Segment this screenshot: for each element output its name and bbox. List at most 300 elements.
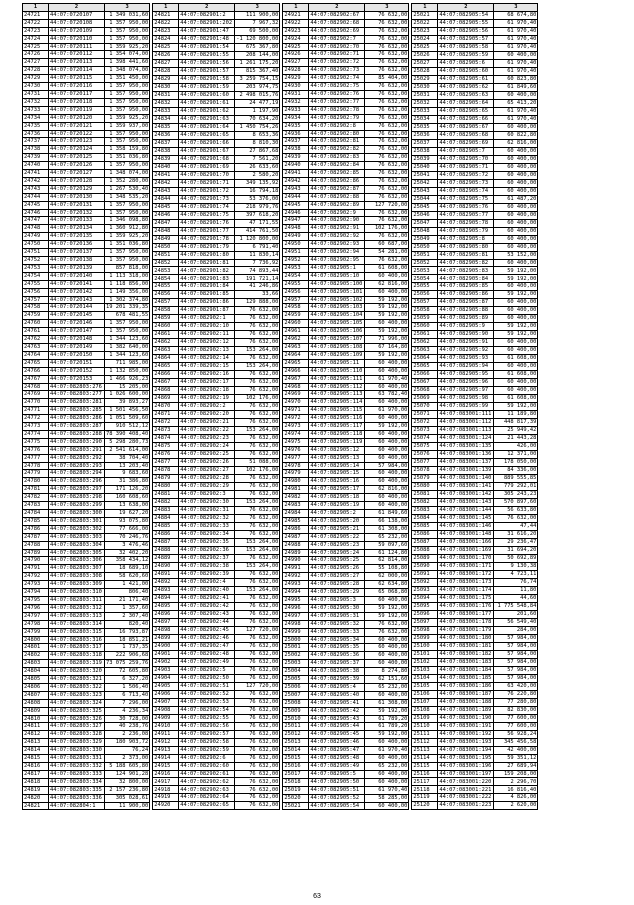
cadastral-number: 44:07:083001:136	[438, 451, 494, 459]
table-row	[153, 251, 280, 259]
row-number: 25025	[412, 43, 438, 51]
column-header-2: 2	[309, 4, 365, 12]
amount-value: 57 984,00	[494, 666, 538, 674]
amount-value: 570 897,60	[494, 499, 538, 507]
cadastral-number: 44:07:082803:294	[49, 470, 105, 478]
cadastral-number: 44:07:083001:179	[438, 626, 494, 634]
row-number: 24734	[23, 114, 49, 122]
row-number: 24981	[283, 486, 309, 494]
table-row	[283, 43, 409, 51]
table-row	[23, 628, 150, 636]
row-number: 24967	[283, 375, 309, 383]
row-number: 24754	[23, 272, 49, 280]
amount-value: 61 970,40	[365, 375, 409, 383]
amount-value: 27 689,94	[494, 762, 538, 770]
row-number: 25095	[412, 602, 438, 610]
amount-value: 60 400,00	[494, 203, 538, 211]
amount-value: 4 826,00	[494, 794, 538, 802]
amount-value: 153 264,00	[235, 427, 280, 435]
amount-value: 153 264,00	[235, 546, 280, 554]
amount-value: 61 970,00	[365, 407, 409, 415]
table-row	[23, 399, 150, 407]
row-number: 24852	[153, 259, 179, 267]
amount-value: 76 632,00	[235, 530, 280, 538]
cadastral-number: 44:07:082905:32	[309, 620, 365, 628]
table-row	[283, 589, 409, 597]
amount-value: 1 357 950,00	[105, 98, 150, 106]
cadastral-number: 44:07:082905:23	[309, 541, 365, 549]
cadastral-number: 44:07:082905:110	[309, 367, 365, 375]
cadastral-number: 44:07:083001:111	[438, 411, 494, 419]
cadastral-number: 44:07:083001:181	[438, 642, 494, 650]
amount-value: 124 901,28	[105, 770, 150, 778]
amount-value: 76 632,00	[365, 154, 409, 162]
row-number: 25010	[283, 715, 309, 723]
row-number: 24802	[23, 652, 49, 660]
amount-value: 76 632,00	[235, 507, 280, 515]
row-number: 25018	[283, 778, 309, 786]
row-number: 24966	[283, 367, 309, 375]
table-row	[153, 483, 280, 491]
amount-value: 178 050,00	[494, 459, 538, 467]
row-number: 25013	[283, 739, 309, 747]
row-number: 24927	[283, 59, 309, 67]
table-row	[412, 211, 538, 219]
cadastral-number: 44:07:082902:58	[179, 738, 235, 746]
row-number: 25021	[283, 802, 309, 810]
row-number: 24867	[153, 379, 179, 387]
cadastral-number: 44:07:082905:1	[309, 264, 365, 272]
row-number: 24792	[23, 573, 49, 581]
cadastral-number: 44:07:082901:66	[179, 139, 235, 147]
table-row	[23, 209, 150, 217]
table-row	[23, 185, 150, 193]
cadastral-number: 44:07:082905:97	[438, 387, 494, 395]
amount-value: 11 189,80	[494, 411, 538, 419]
amount-value: 59 192,00	[494, 403, 538, 411]
row-number: 24829	[153, 75, 179, 83]
cadastral-number: 44:07:082803:328	[49, 731, 105, 739]
amount-value: 59 192,00	[365, 731, 409, 739]
amount-value: 76 632,00	[235, 754, 280, 762]
row-number: 25088	[412, 546, 438, 554]
table-row	[412, 179, 538, 187]
row-number: 25036	[412, 131, 438, 139]
amount-value: 7 296,00	[105, 699, 150, 707]
row-number: 24781	[23, 486, 49, 494]
table-row	[412, 507, 538, 515]
amount-value: 54 281,00	[365, 249, 409, 257]
amount-value: 76 632,00	[235, 379, 280, 387]
amount-value: 39 893,27	[105, 399, 150, 407]
row-number: 24743	[23, 185, 49, 193]
amount-value: 8 653,36	[235, 131, 280, 139]
amount-value: 76 632,00	[365, 59, 409, 67]
table-row	[153, 738, 280, 746]
table-row	[412, 618, 538, 626]
row-number: 24906	[153, 690, 179, 698]
cadastral-number: 44:07:082905:75	[438, 195, 494, 203]
table-row	[412, 363, 538, 371]
row-number: 24736	[23, 130, 49, 138]
row-number: 25074	[412, 435, 438, 443]
table-row	[23, 272, 150, 280]
cadastral-number: 44:07:082905:48	[309, 755, 365, 763]
cadastral-number: 44:07:082901:77	[179, 227, 235, 235]
row-number: 25002	[283, 652, 309, 660]
cadastral-number: 44:07:082902:36	[179, 546, 235, 554]
row-number: 25053	[412, 267, 438, 275]
table-row	[283, 794, 409, 802]
row-number: 24791	[23, 565, 49, 573]
row-number: 25082	[412, 499, 438, 507]
amount-value: 76 632,00	[365, 122, 409, 130]
table-row	[153, 530, 280, 538]
row-number: 24923	[283, 27, 309, 35]
table-row	[412, 451, 538, 459]
cadastral-number: 44:07:082902:37	[179, 554, 235, 562]
table-row	[153, 99, 280, 107]
row-number: 24922	[283, 19, 309, 27]
table-row	[412, 203, 538, 211]
amount-value: 42 400,00	[494, 746, 538, 754]
amount-value: 59 192,00	[494, 323, 538, 331]
row-number: 24786	[23, 525, 49, 533]
row-number: 24728	[23, 67, 49, 75]
amount-value: 59 192,00	[365, 604, 409, 612]
row-number: 24770	[23, 399, 49, 407]
cadastral-number: 44:07:082905:59	[438, 51, 494, 59]
amount-value: 397 618,20	[235, 211, 280, 219]
amount-value: 60 400,00	[365, 802, 409, 810]
table-row	[23, 296, 150, 304]
table-row	[283, 114, 409, 122]
table-row	[153, 467, 280, 475]
amount-value: 76 632,00	[365, 98, 409, 106]
row-number: 24930	[283, 83, 309, 91]
table-row	[412, 722, 538, 730]
table-row	[23, 747, 150, 755]
amount-value: 19 627,20	[105, 510, 150, 518]
row-number: 25105	[412, 682, 438, 690]
row-number: 24945	[283, 201, 309, 209]
table-row	[412, 602, 538, 610]
amount-value: 25 949,42	[494, 427, 538, 435]
table-row	[283, 391, 409, 399]
cadastral-number: 44:07:083001:190	[438, 714, 494, 722]
table-row	[23, 549, 150, 557]
table-row	[412, 714, 538, 722]
amount-value: 7 967,32	[235, 19, 280, 27]
amount-value: 59 192,00	[365, 296, 409, 304]
table-row	[283, 343, 409, 351]
row-number: 24760	[23, 320, 49, 328]
table-row	[412, 698, 538, 706]
cadastral-number: 44:07:082902:46	[179, 634, 235, 642]
row-number: 24991	[283, 565, 309, 573]
table-row	[23, 90, 150, 98]
cadastral-number: 44:07:082901:57	[179, 67, 235, 75]
row-number: 24849	[153, 235, 179, 243]
table-row	[153, 75, 280, 83]
table-row	[153, 411, 280, 419]
cadastral-number: 44:07:083001:144	[438, 507, 494, 515]
amount-value: 53 152,00	[494, 251, 538, 259]
cadastral-number: 44:07:082902:1	[179, 315, 235, 323]
amount-value: 76 632,00	[235, 746, 280, 754]
amount-value: 76 632,00	[235, 594, 280, 602]
cadastral-number: 44:07:082803:308	[49, 573, 105, 581]
amount-value: 6 713,40	[105, 691, 150, 699]
amount-value: 1 357 950,00	[105, 90, 150, 98]
amount-value: 76 632,00	[235, 770, 280, 778]
amount-value: 63 420,00	[494, 682, 538, 690]
amount-value: 47 171,55	[235, 219, 280, 227]
row-number: 25041	[412, 171, 438, 179]
cadastral-number: 44:07:082905:3	[309, 596, 365, 604]
cadastral-number: 44:07:082902:19	[179, 395, 235, 403]
amount-value: 5 298 280,73	[105, 438, 150, 446]
table-row	[23, 462, 150, 470]
cadastral-number: 44:07:082905:6	[438, 59, 494, 67]
row-number: 24820	[23, 794, 49, 802]
table-row	[412, 307, 538, 315]
row-number: 25027	[412, 59, 438, 67]
table-header-row	[412, 4, 538, 12]
amount-value: 21 171,40	[105, 596, 150, 604]
cadastral-number: 44:07:0720118	[49, 98, 105, 106]
table-row	[283, 668, 409, 676]
row-number: 25029	[412, 75, 438, 83]
row-number: 25111	[412, 730, 438, 738]
row-number: 24870	[153, 403, 179, 411]
row-number: 24788	[23, 541, 49, 549]
cadastral-number: 44:07:082905:95	[438, 371, 494, 379]
cadastral-number: 44:07:0720129	[49, 185, 105, 193]
amount-value: 11 830,14	[235, 251, 280, 259]
table-row	[283, 581, 409, 589]
cadastral-number: 44:07:082901:2	[179, 11, 235, 19]
cadastral-number: 44:07:083001:197	[438, 770, 494, 778]
amount-value: 68 674,80	[494, 11, 538, 19]
row-number: 24815	[23, 755, 49, 763]
cadastral-number: 44:07:082902:76	[309, 90, 365, 98]
row-number: 24977	[283, 454, 309, 462]
row-number: 24885	[153, 522, 179, 530]
amount-value: 60 400,00	[494, 155, 538, 163]
amount-value: 76 632,00	[235, 706, 280, 714]
cadastral-number: 44:07:082905:113	[309, 391, 365, 399]
row-number: 24990	[283, 557, 309, 565]
table-row	[283, 612, 409, 620]
amount-value: 59 192,00	[365, 328, 409, 336]
cadastral-number: 44:07:0720148	[49, 336, 105, 344]
table-row	[283, 27, 409, 35]
table-row	[412, 411, 538, 419]
cadastral-number: 44:07:083001:174	[438, 586, 494, 594]
table-row	[283, 502, 409, 510]
amount-value: 61 608,00	[494, 395, 538, 403]
row-number: 24822	[153, 19, 179, 27]
table-row	[153, 51, 280, 59]
row-number: 24771	[23, 407, 49, 415]
amount-value: 349 135,92	[235, 179, 280, 187]
cadastral-number: 44:07:082905:80	[438, 243, 494, 251]
table-row	[283, 67, 409, 75]
cadastral-number: 44:07:082803:303	[49, 533, 105, 541]
amount-value: 358 434,12	[105, 557, 150, 565]
amount-value: 2 236,08	[105, 731, 150, 739]
amount-value: 159 208,00	[494, 770, 538, 778]
row-number: 24752	[23, 257, 49, 265]
cadastral-number: 44:07:082905:60	[438, 67, 494, 75]
table-row	[412, 419, 538, 427]
row-number: 24953	[283, 264, 309, 272]
amount-value: 76 632,00	[235, 658, 280, 666]
table-row	[153, 323, 280, 331]
row-number: 24971	[283, 407, 309, 415]
row-number: 24773	[23, 423, 49, 431]
table-row	[283, 423, 409, 431]
table-row	[283, 233, 409, 241]
table-row	[23, 35, 150, 43]
cadastral-number: 44:07:083001:176	[438, 602, 494, 610]
table-row	[23, 557, 150, 565]
cadastral-number: 44:07:082901:65	[179, 131, 235, 139]
table-row	[23, 676, 150, 684]
cadastral-number: 44:07:082803:325	[49, 707, 105, 715]
table-row	[153, 395, 280, 403]
cadastral-number: 44:07:082902:50	[179, 674, 235, 682]
row-number: 25030	[412, 83, 438, 91]
table-row	[23, 620, 150, 628]
table-row	[283, 541, 409, 549]
row-number: 24769	[23, 391, 49, 399]
amount-value: 305 028,61	[105, 794, 150, 802]
table-row	[153, 562, 280, 570]
cadastral-number: 44:07:082905:43	[309, 715, 365, 723]
table-row	[412, 443, 538, 451]
row-number: 24893	[153, 586, 179, 594]
row-number: 25075	[412, 443, 438, 451]
row-number: 24938	[283, 146, 309, 154]
amount-value: 60 400,00	[365, 778, 409, 786]
cadastral-number: 44:07:082902:45	[179, 626, 235, 634]
row-number: 24912	[153, 738, 179, 746]
amount-value: 60 400,00	[365, 478, 409, 486]
row-number: 25043	[412, 187, 438, 195]
cadastral-number: 44:07:082905:35	[309, 644, 365, 652]
amount-value: 426,00	[494, 443, 538, 451]
amount-value: 61 849,60	[494, 83, 538, 91]
row-number: 24880	[153, 483, 179, 491]
amount-value: 15 205,00	[105, 383, 150, 391]
column-header-3: 3	[494, 4, 538, 12]
amount-value: 1 357 950,00	[105, 257, 150, 265]
table-row	[153, 666, 280, 674]
amount-value: 76 632,00	[365, 138, 409, 146]
cadastral-number: 44:07:0720137	[49, 249, 105, 257]
amount-value: 76 632,00	[235, 714, 280, 722]
row-number: 24842	[153, 179, 179, 187]
amount-value: 1 261 175,20	[235, 59, 280, 67]
amount-value: 57 984,00	[494, 634, 538, 642]
table-row	[23, 415, 150, 423]
row-number: 24976	[283, 446, 309, 454]
amount-value: 1 359 925,20	[105, 43, 150, 51]
amount-value: 1 360 912,80	[105, 225, 150, 233]
amount-value: 12 371,00	[494, 451, 538, 459]
table-row	[412, 658, 538, 666]
cadastral-number: 44:07:082902:38	[179, 562, 235, 570]
cadastral-number: 44:07:082905:30	[309, 604, 365, 612]
row-number: 24785	[23, 517, 49, 525]
cadastral-number: 44:07:082803:323	[49, 691, 105, 699]
amount-value: 58 620,60	[105, 573, 150, 581]
cadastral-number: 44:07:082901:54	[179, 43, 235, 51]
cadastral-number: 44:07:082803:297	[49, 486, 105, 494]
row-number: 25019	[283, 786, 309, 794]
cadastral-number: 44:07:082905:8	[438, 235, 494, 243]
cadastral-number: 44:07:082905:27	[309, 573, 365, 581]
cadastral-number: 44:07:0720139	[49, 264, 105, 272]
row-number: 24798	[23, 620, 49, 628]
amount-value: 62 816,00	[494, 139, 538, 147]
amount-value: -1 120 800,00	[236, 35, 279, 42]
table-row	[283, 375, 409, 383]
row-number: 24902	[153, 658, 179, 666]
table-row	[23, 699, 150, 707]
amount-value: 60 400,00	[365, 399, 409, 407]
cadastral-number: 44:07:082901:78	[179, 235, 235, 243]
table-row	[412, 459, 538, 467]
row-number: 24913	[153, 746, 179, 754]
table-row	[153, 387, 280, 395]
cadastral-number: 44:07:082905:109	[309, 351, 365, 359]
row-number: 24724	[23, 35, 49, 43]
table-row	[153, 91, 280, 99]
cadastral-number: 44:07:082905:2	[309, 510, 365, 518]
cadastral-number: 44:07:082905:54	[438, 11, 494, 19]
table-row	[412, 546, 538, 554]
row-number: 24955	[283, 280, 309, 288]
row-number: 25084	[412, 515, 438, 523]
cadastral-number: 44:07:082905:108	[309, 343, 365, 351]
cadastral-number: 44:07:082905:68	[438, 131, 494, 139]
amount-value: 1 348 074,00	[105, 67, 150, 75]
cadastral-number: 44:07:083001:140	[438, 475, 494, 483]
cadastral-number: 44:07:082803:334	[49, 778, 105, 786]
cadastral-number: 44:07:082901:67	[179, 147, 235, 155]
amount-value: 76 632,00	[365, 162, 409, 170]
table-row	[153, 147, 280, 155]
table-row	[23, 502, 150, 510]
row-number: 24871	[153, 411, 179, 419]
table-row	[412, 27, 538, 35]
amount-value: 65 232,00	[365, 533, 409, 541]
table-row	[283, 723, 409, 731]
amount-value: 1 737,35	[105, 644, 150, 652]
table-row	[153, 491, 280, 499]
row-number: 24832	[153, 99, 179, 107]
row-number: 24777	[23, 454, 49, 462]
table-row	[153, 475, 280, 483]
cadastral-number: 44:07:082803:313	[49, 612, 105, 620]
cadastral-number: 44:07:082905:18	[309, 494, 365, 502]
row-number: 24972	[283, 415, 309, 423]
table-row	[283, 35, 409, 43]
row-number: 24973	[283, 423, 309, 431]
